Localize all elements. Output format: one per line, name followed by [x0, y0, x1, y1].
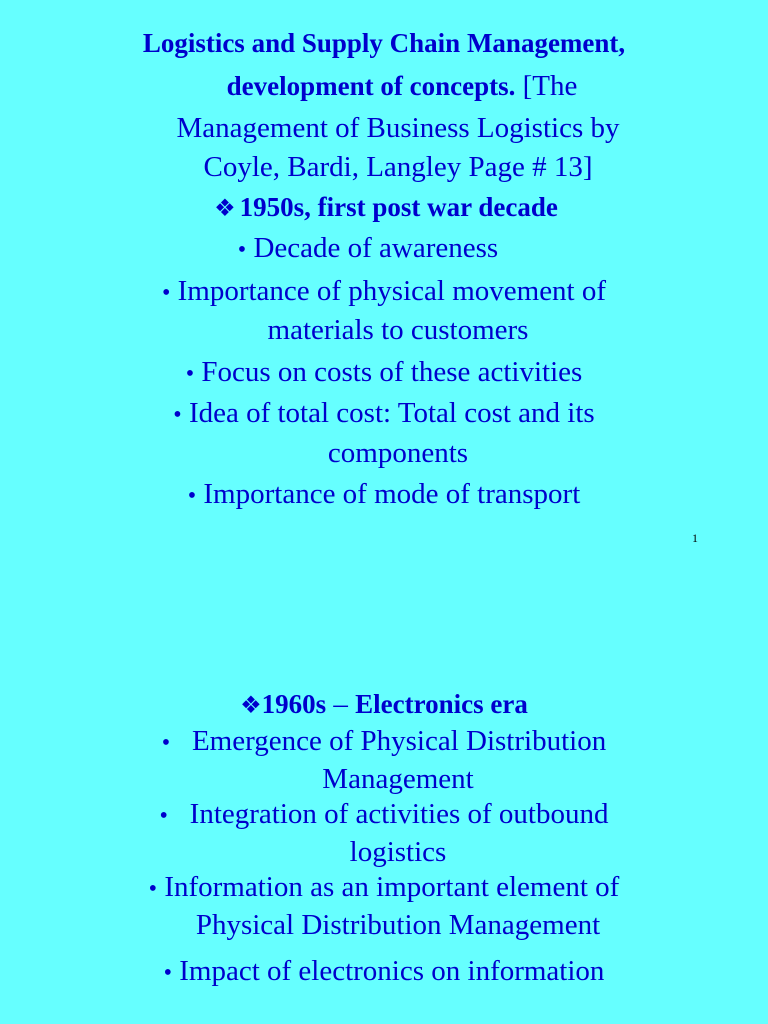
slide-title-rest: [The	[515, 70, 578, 102]
slide-2	[0, 680, 768, 1024]
bullet-item	[0, 871, 768, 904]
section-heading-1950s	[2, 192, 768, 223]
bullet-icon: •	[159, 803, 168, 829]
bullet-item	[0, 478, 768, 511]
bullet-text: Idea of total cost: Total cost and its	[188, 397, 595, 429]
bullet-item	[0, 798, 768, 831]
bullet-text: Importance of physical movement of	[177, 275, 607, 307]
section-heading-bold: 1960s	[261, 689, 327, 719]
bullet-item	[0, 356, 768, 389]
diamond-bullet-icon: ❖	[214, 196, 236, 222]
bullet-icon: •	[148, 876, 158, 902]
bullet-text: Decade of awareness	[253, 232, 499, 264]
page-number: 1	[692, 531, 698, 545]
bullet-item	[0, 397, 768, 430]
bullet-icon: •	[173, 402, 182, 428]
reference-line-1: Management of Business Logistics by	[176, 112, 620, 144]
slide-title-line-1: Logistics and Supply Chain Management,	[142, 28, 626, 58]
bullet-icon: •	[163, 960, 172, 986]
bullet-continuation: Physical Distribution Management	[195, 909, 601, 941]
bullet-continuation: components	[327, 437, 469, 469]
diamond-bullet-icon: ❖	[240, 693, 262, 719]
bullet-text: Importance of mode of transport	[203, 478, 581, 510]
bullet-text: Impact of electronics on information	[179, 955, 605, 987]
section-heading-rest: Electronics era	[355, 689, 528, 719]
slide-title-bold: development of concepts.	[226, 71, 516, 101]
slide-title-line-2	[18, 70, 768, 103]
bullet-icon: •	[161, 280, 171, 306]
bullet-icon: •	[185, 361, 195, 387]
bullet-text: Focus on costs of these activities	[201, 356, 583, 388]
bullet-text: Information as an important element of	[164, 871, 620, 903]
reference-line-2: Coyle, Bardi, Langley Page # 13]	[203, 151, 593, 183]
bullet-icon: •	[237, 237, 247, 263]
bullet-item	[0, 232, 752, 265]
bullet-continuation: materials to customers	[267, 314, 529, 346]
section-heading-1960s	[0, 688, 768, 721]
bullet-text: Emergence of Physical Distribution	[191, 725, 607, 757]
bullet-text: Integration of activities of outbound	[189, 798, 609, 830]
bullet-icon: •	[187, 483, 197, 509]
bullet-item	[0, 955, 768, 988]
section-heading-dash: –	[326, 688, 356, 720]
section-heading-text: 1950s, first post war decade	[239, 192, 558, 222]
bullet-item	[0, 275, 768, 308]
bullet-continuation: logistics	[349, 836, 447, 868]
bullet-icon: •	[161, 730, 171, 756]
bullet-item	[0, 725, 768, 758]
bullet-continuation: Management	[322, 763, 474, 795]
